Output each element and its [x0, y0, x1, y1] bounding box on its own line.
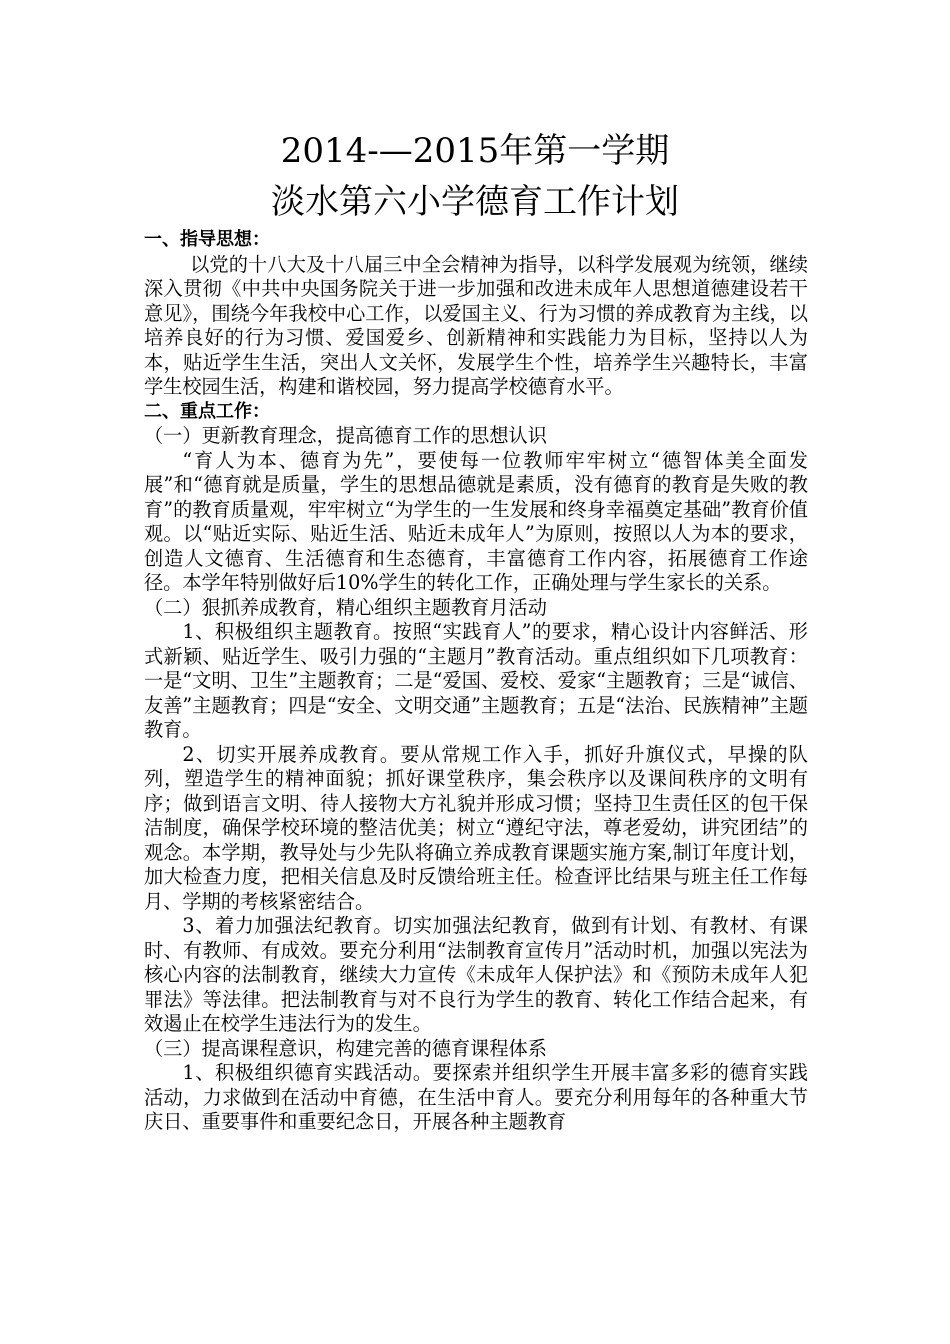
section-heading-guiding-thought: 一、指导思想：: [144, 229, 270, 250]
subsection-heading-1: （一）更新教育理念，提高德育工作的思想认识: [144, 424, 547, 447]
paragraph-subsection-2-item-2: 2、切实开展养成教育。要从常规工作入手，抓好升旗仪式，早操的队列，塑造学生的精神面貌；抓好课堂秩序，集会秩序以及课间秩序的文明有序；做到语言文明、待人接物大方礼貌并形成习惯；坚持卫生责任区的包干保洁制度，确保学校环境的整洁优美；树立“遵纪守法，尊老爱幼，讲究团结”的观念。本学期，教导处与少先队将确立养成教育课题实施方案,制订年度计划，加大检查力度，把相关信息及时反馈给班主任。检查评比结果与班主任工作每月、学期的考核紧密结合。: [144, 742, 808, 913]
paragraph-guiding-thought: 以党的十八大及十八届三中全会精神为指导，以科学发展观为统领，继续深入贯彻《中共中央国务院关于进一步加强和改进未成年人思想道德建设若干意见》，围绕今年我校中心工作，以爱国主义、行为习惯的养成教育为主线，以培养良好的行为习惯、爱国爱乡、创新精神和实践能力为目标，坚持以人为本，贴近学生生活，突出人文关怀，发展学生个性，培养学生兴趣特长，丰富学生校园生活，构建和谐校园，努力提高学校德育水平。: [144, 252, 808, 398]
section-heading-key-work: 二、重点工作：: [144, 400, 270, 422]
document-title-line1: 2014-—2015年第一学期: [280, 131, 670, 171]
subsection-heading-2: （二）狠抓养成教育，精心组织主题教育月活动: [144, 595, 547, 619]
paragraph-subsection-1: “育人为本、德育为先”，要使每一位教师牢牢树立“德智体美全面发展”和“德育就是质量，学生的思想品德就是素质，没有德育的教育是失败的教育”的教育质量观，牢牢树立“为学生的一生发展和终身幸福奠定基础”教育价值观。以“贴近实际、贴近生活、贴近未成年人”为原则，按照以人为本的要求，创造人文德育、生活德育和生态德育，丰富德育工作内容，拓展德育工作途径。本学年特别做好后10%学生的转化工作，正确处理与学生家长的关系。: [144, 448, 808, 594]
paragraph-subsection-2-item-1: 1、积极组织主题教育。按照“实践育人”的要求，精心设计内容鲜活、形式新颖、贴近学生、吸引力强的“主题月”教育活动。重点组织如下几项教育：一是“文明、卫生”主题教育；二是“爱国、爱校、爱家“主题教育；三是“诚信、友善”主题教育；四是“安全、文明交通”主题教育；五是“法治、民族精神”主题教育。: [144, 620, 808, 741]
subsection-heading-3: （三）提高课程意识，构建完善的德育课程体系: [144, 1036, 547, 1060]
paragraph-subsection-2-item-3: 3、着力加强法纪教育。切实加强法纪教育，做到有计划、有教材、有课时、有教师、有成效。要充分利用“法制教育宣传月”活动时机，加强以宪法为核心内容的法制教育，继续大力宣传《未成年人保护法》和《预防未成年人犯罪法》等法律。把法制教育与对不良行为学生的教育、转化工作结合起来，有效遏止在校学生违法行为的发生。: [144, 914, 808, 1035]
paragraph-subsection-3-item-1: 1、积极组织德育实践活动。要探索并组织学生开展丰富多彩的德育实践活动，力求做到在活动中育德，在生活中育人。要充分利用每年的各种重大节庆日、重要事件和重要纪念日，开展各种主题教育: [144, 1061, 808, 1133]
document-body: [144, 228, 808, 1135]
document-title-line2: 淡水第六小学德育工作计划: [271, 182, 679, 222]
